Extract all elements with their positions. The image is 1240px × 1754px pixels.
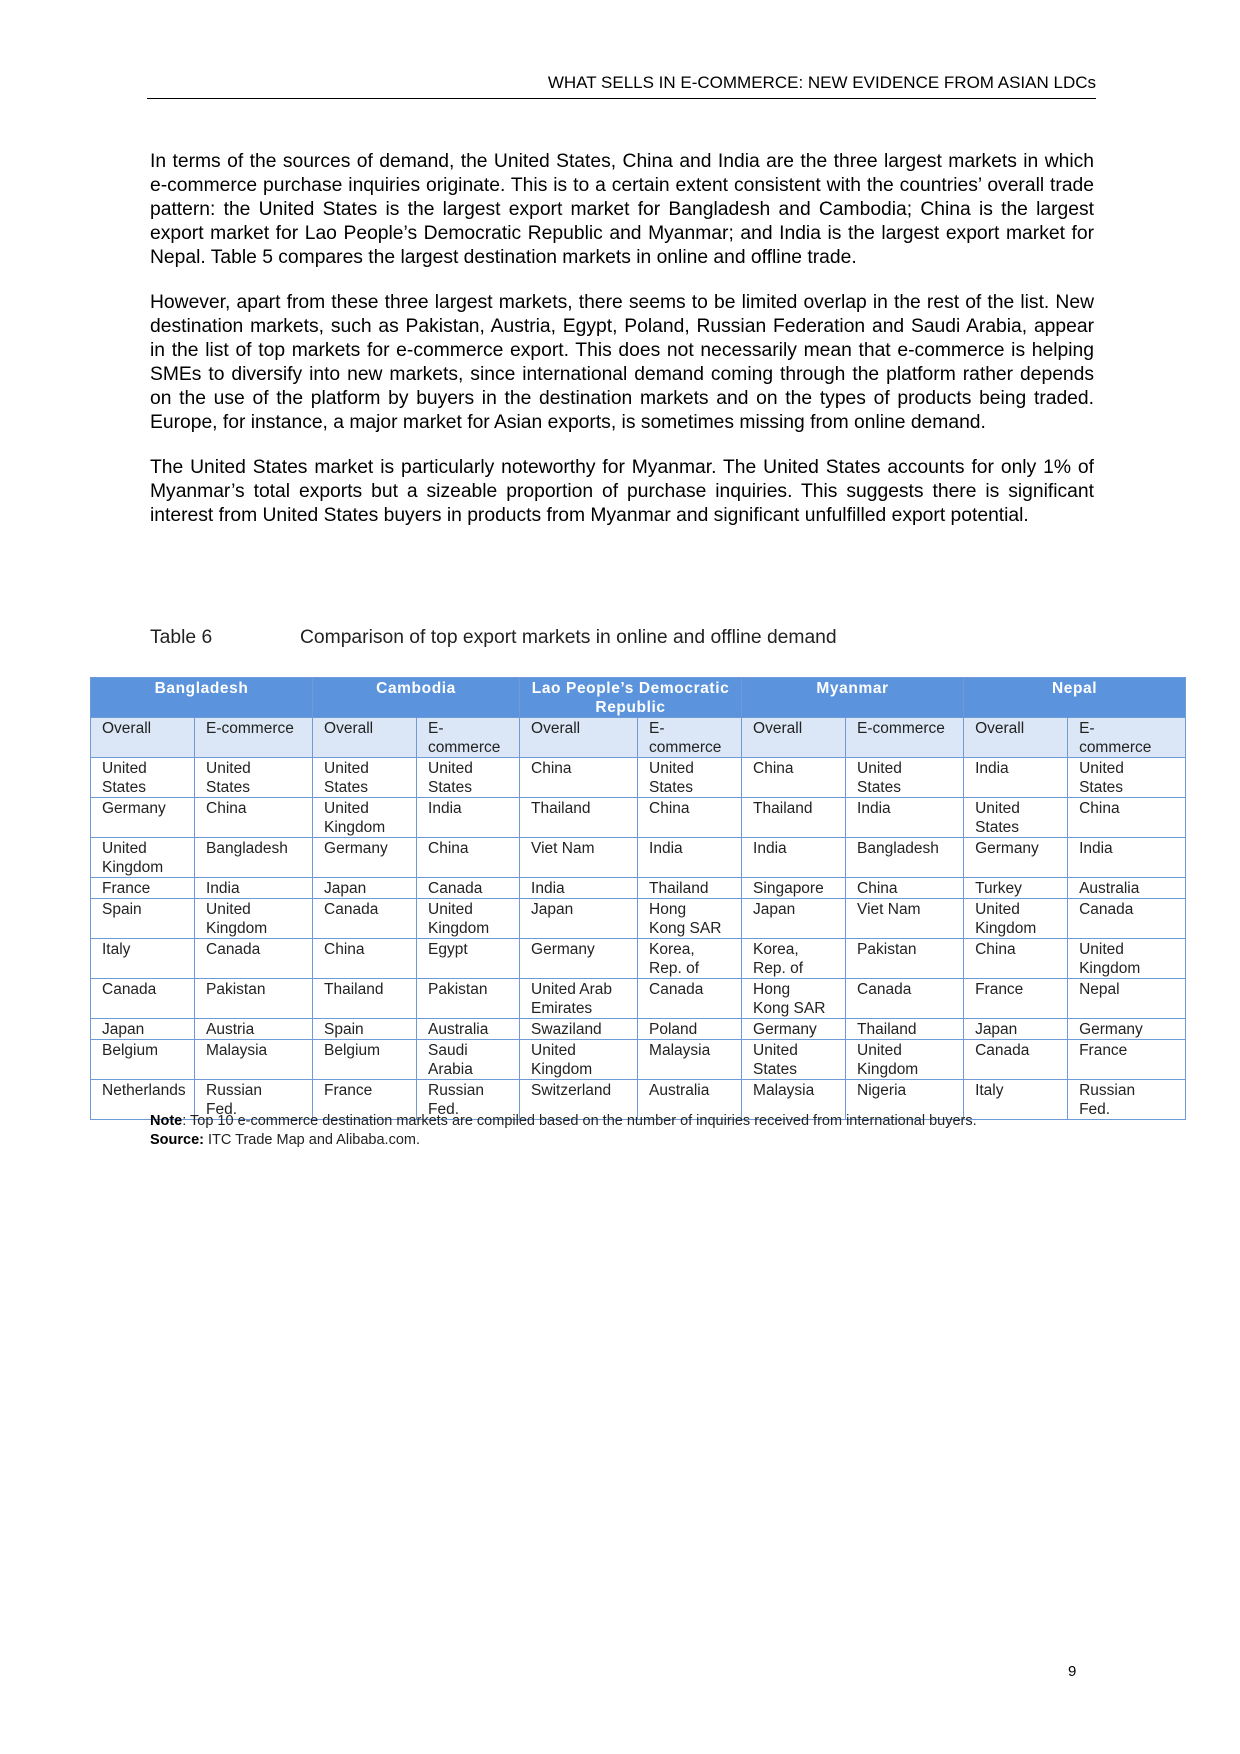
table-cell: Netherlands (91, 1080, 195, 1120)
country-header-row (91, 678, 1186, 718)
table-cell: Russian Fed. (195, 1080, 313, 1120)
table-source (150, 1131, 977, 1150)
table-cell: Canada (195, 939, 313, 979)
column-subheader: Overall (520, 718, 638, 758)
table-cell: China (313, 939, 417, 979)
column-subheader: E- commerce (1068, 718, 1186, 758)
table-cell: Bangladesh (846, 838, 964, 878)
table-cell: India (520, 878, 638, 899)
table-title: Comparison of top export markets in online and offline demand (300, 627, 837, 648)
table-cell: France (313, 1080, 417, 1120)
table-cell: United Arab Emirates (520, 979, 638, 1019)
table-cell: Turkey (964, 878, 1068, 899)
table-cell: United States (195, 758, 313, 798)
table-cell: Australia (417, 1019, 520, 1040)
table-cell: United States (417, 758, 520, 798)
column-subheader: E-commerce (846, 718, 964, 758)
table-cell: Canada (964, 1040, 1068, 1080)
table-cell: India (1068, 838, 1186, 878)
table-notes (150, 1112, 977, 1149)
table-row (91, 758, 1186, 798)
table-cell: India (742, 838, 846, 878)
table-cell: Viet Nam (520, 838, 638, 878)
table-cell: United States (313, 758, 417, 798)
table-cell: United Kingdom (91, 838, 195, 878)
table-cell: United States (638, 758, 742, 798)
table-cell: Pakistan (195, 979, 313, 1019)
table-cell: Italy (91, 939, 195, 979)
table-cell: Canada (417, 878, 520, 899)
markets-table (90, 677, 1186, 1120)
table-row (91, 899, 1186, 939)
table-cell: Viet Nam (846, 899, 964, 939)
subheader-row (91, 718, 1186, 758)
table-cell: China (195, 798, 313, 838)
table-cell: Germany (313, 838, 417, 878)
paragraph: In terms of the sources of demand, the United States, China and India are the three largest markets in which e-commerce purchase inquiries originate. This is to a certain extent consistent with the countries’ overall trade pattern: the United States is the largest export market for Bangladesh and Cambodia; China is the largest export market for Lao People’s Democratic Republic and Myanmar; and India is the largest export market for Nepal. Table 5 compares the largest destination markets in online and offline trade. (150, 151, 1094, 268)
table-cell: China (417, 838, 520, 878)
table-cell: Russian Fed. (417, 1080, 520, 1120)
table-cell: Singapore (742, 878, 846, 899)
table-cell: United Kingdom (313, 798, 417, 838)
country-header: Bangladesh (91, 678, 313, 718)
paragraph: However, apart from these three largest markets, there seems to be limited overlap in the rest of the list. New destination markets, such as Pakistan, Austria, Egypt, Poland, Russian Federation and Saudi Arabia, appear in the list of top markets for e-commerce export. This does not necessarily mean that e-commerce is helping SMEs to diversify into new markets, since international demand coming through the platform rather depends on the use of the platform by buyers in the destination markets and on the types of products being traded. Europe, for instance, a major market for Asian exports, is sometimes missing from online demand. (150, 292, 1094, 433)
table-cell: Belgium (91, 1040, 195, 1080)
table-cell: Germany (742, 1019, 846, 1040)
table-cell: Malaysia (195, 1040, 313, 1080)
table-cell: Swaziland (520, 1019, 638, 1040)
table-cell: Hong Kong SAR (742, 979, 846, 1019)
table-cell: France (91, 878, 195, 899)
table-cell: India (964, 758, 1068, 798)
table-cell: United Kingdom (417, 899, 520, 939)
column-subheader: Overall (742, 718, 846, 758)
table-cell: India (638, 838, 742, 878)
table-cell: Nepal (1068, 979, 1186, 1019)
paragraph: The United States market is particularly noteworthy for Myanmar. The United States accounts for only 1% of Myanmar’s total exports but a sizeable proportion of purchase inquiries. This suggests there is significant interest from United States buyers in products from Myanmar and significant unfulfilled export potential. (150, 457, 1094, 526)
table-cell: United Kingdom (1068, 939, 1186, 979)
note-text: : Top 10 e-commerce destination markets are compiled based on the number of inquiries received from international buyers. (182, 1113, 977, 1129)
table-cell: United Kingdom (195, 899, 313, 939)
table-row (91, 1040, 1186, 1080)
table-cell: Canada (846, 979, 964, 1019)
table-cell: China (520, 758, 638, 798)
table-row (91, 838, 1186, 878)
source-text: ITC Trade Map and Alibaba.com. (204, 1131, 420, 1148)
country-header: Myanmar (742, 678, 964, 718)
column-subheader: E- commerce (417, 718, 520, 758)
table-cell: United Kingdom (520, 1040, 638, 1080)
table-cell: Switzerland (520, 1080, 638, 1120)
table-cell: Nigeria (846, 1080, 964, 1120)
table-cell: China (638, 798, 742, 838)
table-cell: Korea, Rep. of (638, 939, 742, 979)
table-cell: United Kingdom (964, 899, 1068, 939)
table-cell: Pakistan (417, 979, 520, 1019)
table-cell: India (846, 798, 964, 838)
table-note (150, 1112, 977, 1131)
table-cell: Austria (195, 1019, 313, 1040)
table-row (91, 878, 1186, 899)
table-row (91, 939, 1186, 979)
table-cell: Belgium (313, 1040, 417, 1080)
table-cell: Germany (91, 798, 195, 838)
table-cell: Pakistan (846, 939, 964, 979)
table-number: Table 6 (150, 627, 213, 648)
country-header: Cambodia (313, 678, 520, 718)
table-cell: Malaysia (742, 1080, 846, 1120)
table-cell: Canada (91, 979, 195, 1019)
table-cell: India (417, 798, 520, 838)
table-cell: France (1068, 1040, 1186, 1080)
country-header: Lao People’s Democratic Republic (520, 678, 742, 718)
table-cell: Japan (742, 899, 846, 939)
table-cell: Italy (964, 1080, 1068, 1120)
table-cell: Thailand (846, 1019, 964, 1040)
page-number: 9 (1068, 1663, 1077, 1680)
table-cell: Germany (1068, 1019, 1186, 1040)
table-cell: Egypt (417, 939, 520, 979)
table-cell: Japan (520, 899, 638, 939)
table-cell: Germany (964, 838, 1068, 878)
table-cell: United States (964, 798, 1068, 838)
table-cell: Korea, Rep. of (742, 939, 846, 979)
running-title: WHAT SELLS IN E-COMMERCE: NEW EVIDENCE FROM ASIAN LDCs (547, 73, 1096, 92)
table-cell: Thailand (520, 798, 638, 838)
table-cell: Japan (964, 1019, 1068, 1040)
table-cell: China (964, 939, 1068, 979)
column-subheader: Overall (964, 718, 1068, 758)
table-cell: China (846, 878, 964, 899)
table-row (91, 1019, 1186, 1040)
table-cell: United Kingdom (846, 1040, 964, 1080)
table-cell: Thailand (313, 979, 417, 1019)
table-cell: Japan (91, 1019, 195, 1040)
table-cell: Poland (638, 1019, 742, 1040)
table-cell: Japan (313, 878, 417, 899)
table-cell: France (964, 979, 1068, 1019)
column-subheader: Overall (91, 718, 195, 758)
column-subheader: E- commerce (638, 718, 742, 758)
table-cell: Hong Kong SAR (638, 899, 742, 939)
table-cell: United States (1068, 758, 1186, 798)
table-cell: Bangladesh (195, 838, 313, 878)
table-cell: Thailand (638, 878, 742, 899)
table-cell: Spain (313, 1019, 417, 1040)
table-cell: Saudi Arabia (417, 1040, 520, 1080)
table-cell: United States (846, 758, 964, 798)
table-cell: United States (91, 758, 195, 798)
table-cell: Canada (638, 979, 742, 1019)
table-row (91, 798, 1186, 838)
country-header: Nepal (964, 678, 1186, 718)
note-label: Note (150, 1113, 183, 1129)
table-cell: United States (742, 1040, 846, 1080)
table-cell: Malaysia (638, 1040, 742, 1080)
table-cell: Australia (638, 1080, 742, 1120)
column-subheader: E-commerce (195, 718, 313, 758)
body-text (150, 150, 1094, 549)
table-cell: Canada (313, 899, 417, 939)
table-cell: Thailand (742, 798, 846, 838)
table-caption (150, 626, 837, 650)
table-cell: China (1068, 798, 1186, 838)
table-cell: China (742, 758, 846, 798)
table-cell: Russian Fed. (1068, 1080, 1186, 1120)
table-cell: Canada (1068, 899, 1186, 939)
table-cell: Australia (1068, 878, 1186, 899)
table-cell: Germany (520, 939, 638, 979)
table-cell: India (195, 878, 313, 899)
table-cell: Spain (91, 899, 195, 939)
table-row (91, 979, 1186, 1019)
running-header (147, 72, 1096, 99)
column-subheader: Overall (313, 718, 417, 758)
source-label: Source: (150, 1131, 204, 1148)
